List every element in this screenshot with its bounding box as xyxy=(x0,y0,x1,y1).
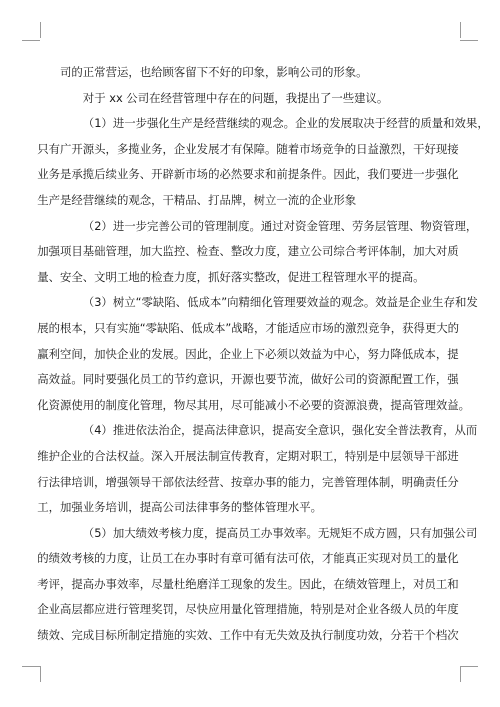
text-line: 化资源使用的制度化管理，物尽其用，尽可能减小不必要的资源浪费，提高管理效益。 xyxy=(37,397,471,412)
text-line: 展的根本，只有实施“零缺陷、低成本”战略，才能适应市场的激烈竞争，获得更大的 xyxy=(37,320,460,335)
text-line: （3）树立“零缺陷、低成本”向精细化管理要效益的观念。效益是企业生存和发 xyxy=(82,295,478,310)
text-line: （4）推进依法治企，提高法律意识，提高安全意识，强化安全普法教育，从而 xyxy=(82,423,478,438)
paragraph-suggestion-5 xyxy=(37,521,478,649)
document-body xyxy=(37,60,489,649)
crop-mark-bottom-left-v xyxy=(40,666,41,682)
paragraph-suggestion-3 xyxy=(37,290,478,418)
paragraph-suggestion-2 xyxy=(37,214,478,291)
text-line: 企业高层都应进行管理奖罚，尽快应用量化管理措施，特别是对企业各级人员的年度 xyxy=(37,602,459,617)
text-line: 行法律培训，增强领导干部依法经营、按章办事的能力，完善管理体制，明确责任分 xyxy=(37,474,459,489)
text-line: 加强项目基础管理，加大监控、检查、整改力度，建立公司综合考评体制，加大对质 xyxy=(37,244,459,259)
crop-mark-top-right-h xyxy=(460,40,478,41)
text-line: 量、安全、文明工地的检查力度，抓好落实整改，促进工程管理水平的提高。 xyxy=(37,269,425,284)
text-line: 业务是承揽后续业务、开辟新市场的必然要求和前提条件。因此，我们要进一步强化 xyxy=(37,167,459,182)
crop-mark-top-left-h xyxy=(22,40,40,41)
text-line: 对于 xx 公司在经营管理中存在的问题，我提出了一些建议。 xyxy=(82,90,389,105)
text-line: 绩效、完成目标所制定措施的实效、工作中有无失效及执行制度功效，分若干个档次 xyxy=(37,628,459,643)
text-line: 赢利空间，加快企业的发展。因此，企业上下必须以效益为中心，努力降低成本，提 xyxy=(37,346,459,361)
crop-mark-bottom-right-h xyxy=(460,666,478,667)
crop-mark-top-right-v xyxy=(460,22,461,38)
text-line: 考评，提高办事效率，尽量杜绝磨洋工现象的发生。因此，在绩效管理上，对员工和 xyxy=(37,576,459,591)
paragraph-continuation xyxy=(60,60,445,86)
paragraph-suggestion-1 xyxy=(37,111,489,213)
text-line: （5）加大绩效考核力度，提高员工办事效率。无规矩不成方圆，只有加强公司 xyxy=(82,525,478,540)
crop-mark-bottom-left-h xyxy=(22,666,40,667)
text-line: （2）进一步完善公司的管理制度。通过对资金管理、劳务层管理、物资管理， xyxy=(82,218,478,233)
text-line: 只有广开源头，多揽业务，企业发展才有保障。随着市场竞争的日益激烈，干好现接 xyxy=(37,141,459,156)
text-line: 司的正常营运，也给顾客留下不好的印象，影响公司的形象。 xyxy=(60,65,368,79)
paragraph-intro xyxy=(60,86,445,112)
text-line: 高效益。同时要强化员工的节约意识，开源也要节流，做好公司的资源配置工作，强 xyxy=(37,372,459,387)
text-line: 的绩效考核的力度，让员工在办事时有章可循有法可依，才能真正实现对员工的量化 xyxy=(37,551,459,566)
text-line: 维护企业的合法权益。深入开展法制宣传教育，定期对职工，特别是中层领导干部进 xyxy=(37,448,459,463)
crop-mark-top-left-v xyxy=(40,22,41,38)
crop-mark-bottom-right-v xyxy=(460,666,461,682)
text-line: 工，加强业务培训，提高公司法律事务的整体管理水平。 xyxy=(37,500,322,515)
paragraph-suggestion-4 xyxy=(37,418,478,520)
text-line: （1）进一步强化生产是经营继续的观念。企业的发展取决于经营的质量和效果， xyxy=(82,116,489,131)
text-line: 生产是经营继续的观念，干精品、打品牌，树立一流的企业形象 xyxy=(37,192,357,207)
